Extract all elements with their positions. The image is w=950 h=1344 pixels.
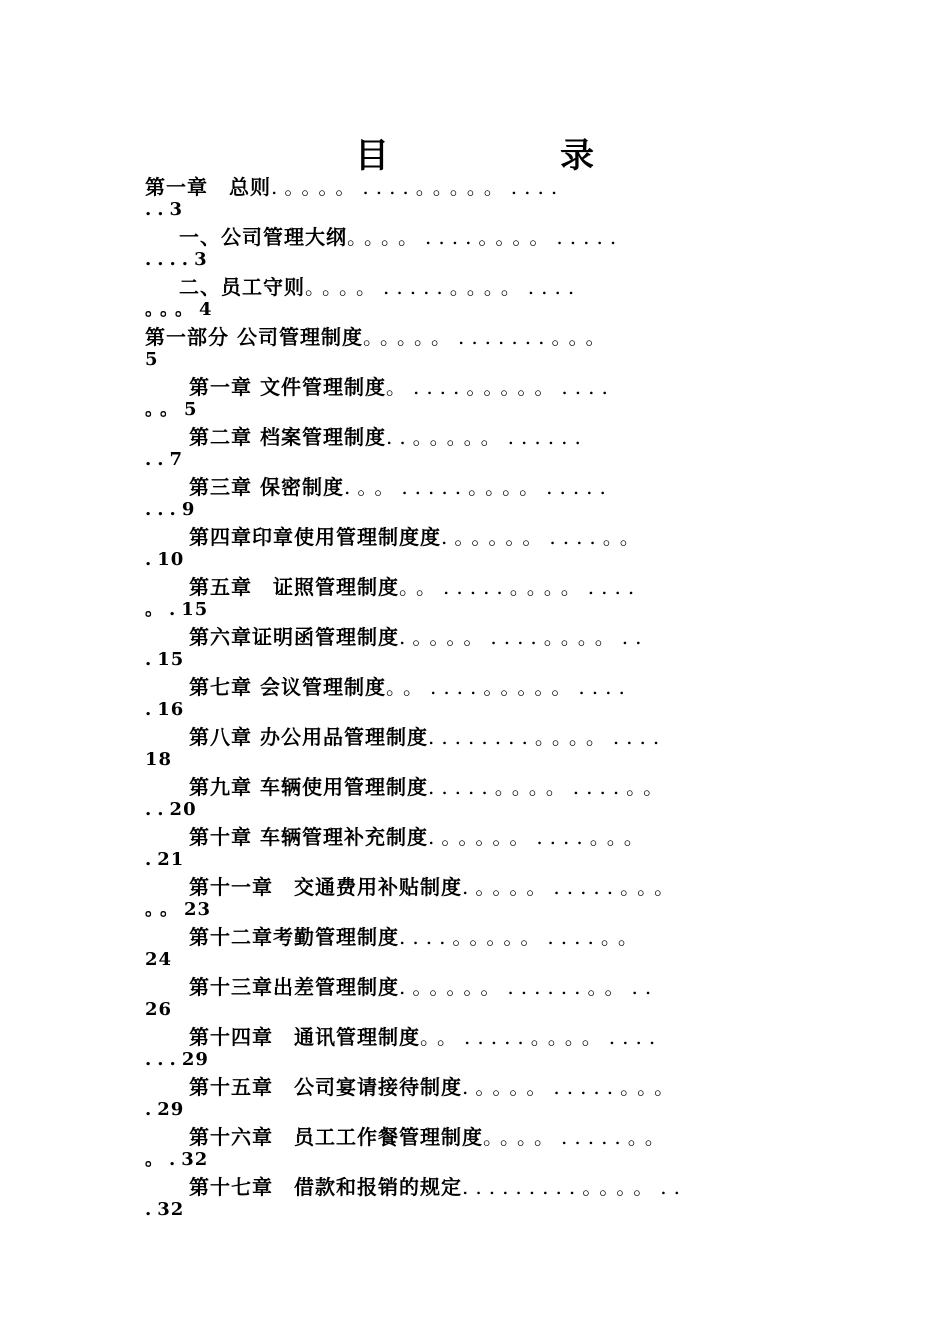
toc-entry-continuation <box>145 548 184 572</box>
toc-entry-line <box>189 424 588 450</box>
toc-entry-line <box>189 674 632 700</box>
toc-entry-title: 一、公司管理大纲 <box>179 225 347 249</box>
toc-entry[interactable] <box>145 174 825 224</box>
toc-entry[interactable] <box>145 624 825 674</box>
toc-entry[interactable] <box>145 224 825 274</box>
toc-leader-dots-continued: 。。。 <box>145 299 199 320</box>
toc-page-number: 9 <box>181 499 196 520</box>
toc-leader-dots-continued: .... <box>145 249 195 270</box>
toc-entry-title: 第十七章 借款和报销的规定 <box>189 1175 462 1199</box>
toc-leader-dots: 。。.....。。。。.... <box>420 1025 663 1049</box>
toc-page-number: 20 <box>169 799 197 820</box>
toc-leader-dots-continued: 。。 <box>145 899 184 920</box>
toc-entry-continuation <box>145 948 172 972</box>
toc-page-number: 5 <box>184 399 198 420</box>
toc-entry-title: 第九章 车辆使用管理制度 <box>189 775 428 799</box>
toc-entry-line <box>179 224 623 250</box>
toc-entry-line <box>189 774 670 800</box>
toc-page-number: 29 <box>157 1099 185 1120</box>
toc-leader-dots: .。。。。.....。。。 <box>462 1075 682 1099</box>
toc-page-number: 3 <box>194 249 208 270</box>
toc-entry-line <box>189 924 645 950</box>
toc-leader-dots-continued: .. <box>145 449 170 470</box>
toc-page-number: 16 <box>157 699 185 720</box>
toc-leader-dots-continued: . <box>145 649 158 670</box>
toc-entry-title: 第三章 保密制度 <box>189 475 344 499</box>
toc-entry-continuation <box>145 448 183 472</box>
toc-entry-title: 二、员工守则 <box>179 275 305 299</box>
toc-entry-line <box>189 974 658 1000</box>
toc-entry-continuation <box>145 1148 208 1172</box>
toc-leader-dots: .。。。。.....。。。 <box>462 875 682 899</box>
toc-page-number: 10 <box>157 549 185 570</box>
toc-leader-dots-continued: ... <box>145 499 182 520</box>
toc-leader-dots: .。。。。。....。。 <box>441 525 647 549</box>
toc-entry-title: 第四章印章使用管理制度度 <box>189 525 441 549</box>
toc-entry-continuation <box>145 898 211 922</box>
toc-entry-title: 第十二章考勤管理制度 <box>189 925 399 949</box>
toc-entry-title: 第八章 办公用品管理制度 <box>189 725 428 749</box>
toc-page-number: 32 <box>157 1199 185 1220</box>
toc-entry-title: 第七章 会议管理制度 <box>189 675 386 699</box>
toc-entry-title: 第十五章 公司宴请接待制度 <box>189 1075 462 1099</box>
toc-entry-continuation <box>145 698 184 722</box>
toc-entry[interactable] <box>145 674 825 724</box>
toc-entry-continuation <box>145 298 213 322</box>
toc-entry[interactable] <box>145 374 825 424</box>
toc-leader-dots: 。。。。。.......。。。 <box>362 325 613 349</box>
toc-entry[interactable] <box>145 1124 825 1174</box>
toc-entry-title: 第二章 档案管理制度 <box>189 425 386 449</box>
toc-entry-title: 第一章 文件管理制度 <box>189 375 386 399</box>
toc-entry[interactable] <box>145 874 825 924</box>
toc-entry-continuation <box>145 1048 209 1072</box>
toc-page-number: 18 <box>145 749 173 770</box>
toc-entry-continuation <box>145 398 198 422</box>
toc-entry-line <box>189 874 681 900</box>
toc-entry[interactable] <box>145 274 825 324</box>
toc-page-number: 5 <box>145 349 159 370</box>
title-char-1: 目 <box>355 136 389 176</box>
toc-entry-title: 第一章 总则 <box>145 175 271 199</box>
page-title <box>0 128 950 176</box>
toc-leader-dots-continued: . <box>145 699 158 720</box>
toc-entry-continuation <box>145 598 208 622</box>
toc-leader-dots-continued: 。. <box>145 1149 182 1170</box>
toc-page-number: 32 <box>181 1149 209 1170</box>
toc-leader-dots: 。。....。。。。。.... <box>385 675 632 699</box>
toc-leader-dots: 。。。。.....。。 <box>483 1125 672 1149</box>
toc-entry-line <box>189 474 613 500</box>
toc-page-number: 23 <box>184 899 212 920</box>
toc-entry-line <box>145 174 564 200</box>
toc-leader-dots-continued: . <box>145 849 158 870</box>
toc-entry[interactable] <box>145 1024 825 1074</box>
toc-leader-dots: .........。。。。.. <box>462 1175 687 1199</box>
toc-entry-line <box>189 574 641 600</box>
toc-page-number: 26 <box>145 999 173 1020</box>
toc-leader-dots-continued: . <box>145 1099 158 1120</box>
toc-entry-continuation <box>145 848 184 872</box>
toc-entry-continuation <box>145 498 195 522</box>
toc-entry-line <box>189 374 615 400</box>
toc-entry[interactable] <box>145 1074 825 1124</box>
toc-entry[interactable] <box>145 324 825 374</box>
toc-leader-dots-continued: .. <box>145 199 170 220</box>
toc-leader-dots-continued: ... <box>145 1049 182 1070</box>
toc-entry-title: 第十六章 员工工作餐管理制度 <box>189 1125 483 1149</box>
toc-entry-continuation <box>145 348 159 372</box>
toc-entry-line <box>189 824 651 850</box>
toc-leader-dots: ....。。。。。....。。 <box>399 925 645 949</box>
toc-entry-continuation <box>145 798 197 822</box>
toc-leader-dots: 。。。。....。。。。..... <box>347 225 624 249</box>
toc-page-number: 4 <box>199 299 213 320</box>
toc-entry[interactable] <box>145 924 825 974</box>
toc-entry-title: 第十章 车辆管理补充制度 <box>189 825 428 849</box>
toc-entry-title: 第五章 证照管理制度 <box>189 575 399 599</box>
toc-entry[interactable] <box>145 524 825 574</box>
toc-leader-dots-continued: . <box>145 549 158 570</box>
toc-entry-line <box>189 1074 681 1100</box>
toc-entry-continuation <box>145 248 208 272</box>
toc-leader-dots: ..。。。。。...... <box>385 425 588 449</box>
toc-entry-title: 第一部分 公司管理制度 <box>145 325 363 349</box>
toc-leader-dots-continued: .. <box>145 799 170 820</box>
toc-entry[interactable] <box>145 1174 825 1224</box>
toc-entry-continuation <box>145 998 172 1022</box>
toc-entry[interactable] <box>145 824 825 874</box>
toc-leader-dots: .。。。。....。。。。.. <box>399 625 649 649</box>
toc-entry[interactable] <box>145 474 825 524</box>
toc-page-number: 24 <box>145 949 173 970</box>
toc-entry[interactable] <box>145 974 825 1024</box>
toc-leader-dots: .。。。。....。。。。。.... <box>271 175 565 199</box>
toc-leader-dots: .。。。。。....。。。 <box>427 825 651 849</box>
toc-entry-line <box>189 624 649 650</box>
toc-entry-title: 第十一章 交通费用补贴制度 <box>189 875 462 899</box>
toc-entry-line <box>179 274 581 300</box>
toc-entry[interactable] <box>145 724 825 774</box>
toc-page-number: 21 <box>157 849 185 870</box>
toc-leader-dots-continued: 。。 <box>145 399 184 420</box>
toc-entry-line <box>189 1024 662 1050</box>
toc-page-number: 29 <box>181 1049 209 1070</box>
toc-page-number: 15 <box>157 649 185 670</box>
toc-leader-dots-continued: 。. <box>145 599 182 620</box>
toc-entry[interactable] <box>145 574 825 624</box>
toc-entry-continuation <box>145 1098 184 1122</box>
toc-entry-line <box>189 1174 687 1200</box>
toc-leader-dots: 。。.....。。。。.... <box>399 575 642 599</box>
toc-entry-title: 第六章证明函管理制度 <box>189 625 399 649</box>
toc-leader-dots: .。。.....。。。。..... <box>343 475 613 499</box>
toc-entry[interactable] <box>145 774 825 824</box>
toc-leader-dots: 。。。。.....。。。。.... <box>305 275 582 299</box>
toc-leader-dots: .。。。。。......。。.. <box>399 975 659 999</box>
toc-entry-line <box>145 324 612 350</box>
toc-entry-continuation <box>145 748 172 772</box>
toc-leader-dots-continued: . <box>145 1199 158 1220</box>
toc-entry-line <box>189 524 647 550</box>
toc-leader-dots: .....。。。。....。。 <box>427 775 671 799</box>
toc-leader-dots: ........。。。。.... <box>427 725 667 749</box>
toc-entry-continuation <box>145 198 183 222</box>
table-of-contents <box>145 174 825 1224</box>
toc-entry-continuation <box>145 648 184 672</box>
toc-entry-title: 第十四章 通讯管理制度 <box>189 1025 420 1049</box>
toc-page-number: 3 <box>169 199 184 220</box>
toc-leader-dots: 。....。。。。。.... <box>385 375 615 399</box>
toc-page-number: 7 <box>169 449 184 470</box>
toc-entry-line <box>189 724 666 750</box>
title-char-2: 录 <box>560 136 594 176</box>
toc-page-number: 15 <box>181 599 209 620</box>
toc-entry-continuation <box>145 1198 184 1222</box>
toc-entry-line <box>189 1124 672 1150</box>
toc-entry[interactable] <box>145 424 825 474</box>
toc-entry-title: 第十三章出差管理制度 <box>189 975 399 999</box>
